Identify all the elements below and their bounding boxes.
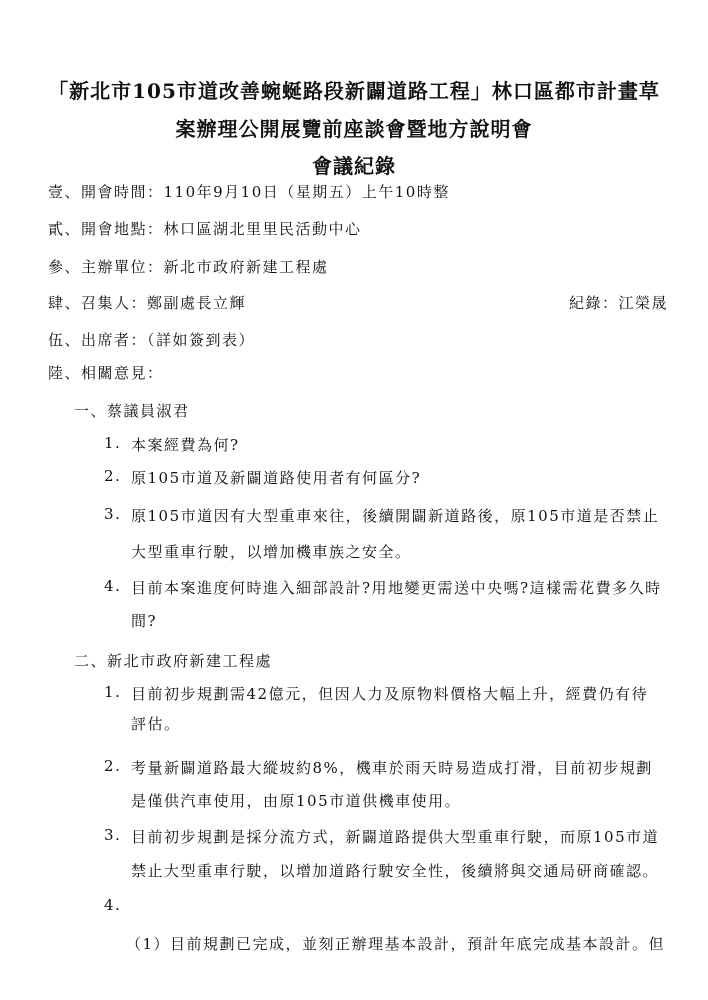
meeting-time: 壹、開會時間：110年9月10日（星期五）上午10時整 <box>48 183 450 201</box>
host-unit: 參、主辦單位：新北市政府新建工程處 <box>48 258 329 276</box>
opinion-2-sub-item: （1）目前規劃已完成，並刻正辦理基本設計，預計年底完成基本設計。但 <box>126 935 666 953</box>
opinion-1-item-number: 3. <box>104 505 122 523</box>
opinion-2-item-text: 考量新闢道路最大縱坡約8%，機車於雨天時易造成打滑，目前初步規劃 <box>131 759 653 777</box>
document-title-line-3: 會議紀錄 <box>312 154 396 178</box>
opinion-2-item-number: 1. <box>104 683 122 701</box>
opinion-2-item-text: 目前初步規劃需42億元，但因人力及原物料價格大幅上升，經費仍有待 <box>131 685 649 703</box>
opinion-1-heading: 一、蔡議員淑君 <box>74 402 190 420</box>
opinion-1-item-text: 目前本案進度何時進入細部設計?用地變更需送中央嗎?這樣需花費多久時 <box>131 579 662 597</box>
opinion-1-item-text: 原105市道因有大型重車來往，後續開闢新道路後，原105市道是否禁止 <box>131 507 660 525</box>
meeting-location: 貳、開會地點：林口區湖北里里民活動中心 <box>48 220 362 238</box>
recorder: 紀錄：江榮晟 <box>568 294 668 312</box>
opinion-1-item-number: 4. <box>104 577 122 595</box>
opinion-2-item-text: 評估。 <box>131 715 181 733</box>
opinion-1-item-text: 間? <box>131 612 158 630</box>
opinion-1-item-text: 原105市道及新闢道路使用者有何區分? <box>131 469 422 487</box>
opinion-2-item-number: 3. <box>104 826 122 844</box>
opinion-1-item-text: 本案經費為何? <box>131 436 240 454</box>
opinion-1-item-number: 1. <box>104 434 122 452</box>
opinion-2-item-number: 4. <box>104 896 122 914</box>
attendees: 伍、出席者：（詳如簽到表） <box>48 331 256 349</box>
opinion-2-item-text: 是僅供汽車使用，由原105市道供機車使用。 <box>131 792 462 810</box>
opinion-1-item-text: 大型重車行駛，以增加機車族之安全。 <box>131 543 412 561</box>
opinion-2-heading: 二、新北市政府新建工程處 <box>74 652 273 670</box>
opinion-2-item-text: 目前初步規劃是採分流方式，新闢道路提供大型重車行駛，而原105市道 <box>131 828 660 846</box>
opinions-heading: 陸、相關意見： <box>48 364 164 382</box>
document-title-line-1: 「新北市105市道改善蜿蜒路段新闢道路工程」林口區都市計畫草 <box>48 79 660 103</box>
opinion-1-item-number: 2. <box>104 467 122 485</box>
opinion-2-item-text: 禁止大型重車行駛，以增加道路行駛安全性，後續將與交通局研商確認。 <box>131 862 660 880</box>
document-title-line-2: 案辦理公開展覽前座談會暨地方說明會 <box>175 117 533 141</box>
convener: 肆、召集人：鄭副處長立輝 <box>48 294 247 312</box>
opinion-2-item-number: 2. <box>104 757 122 775</box>
